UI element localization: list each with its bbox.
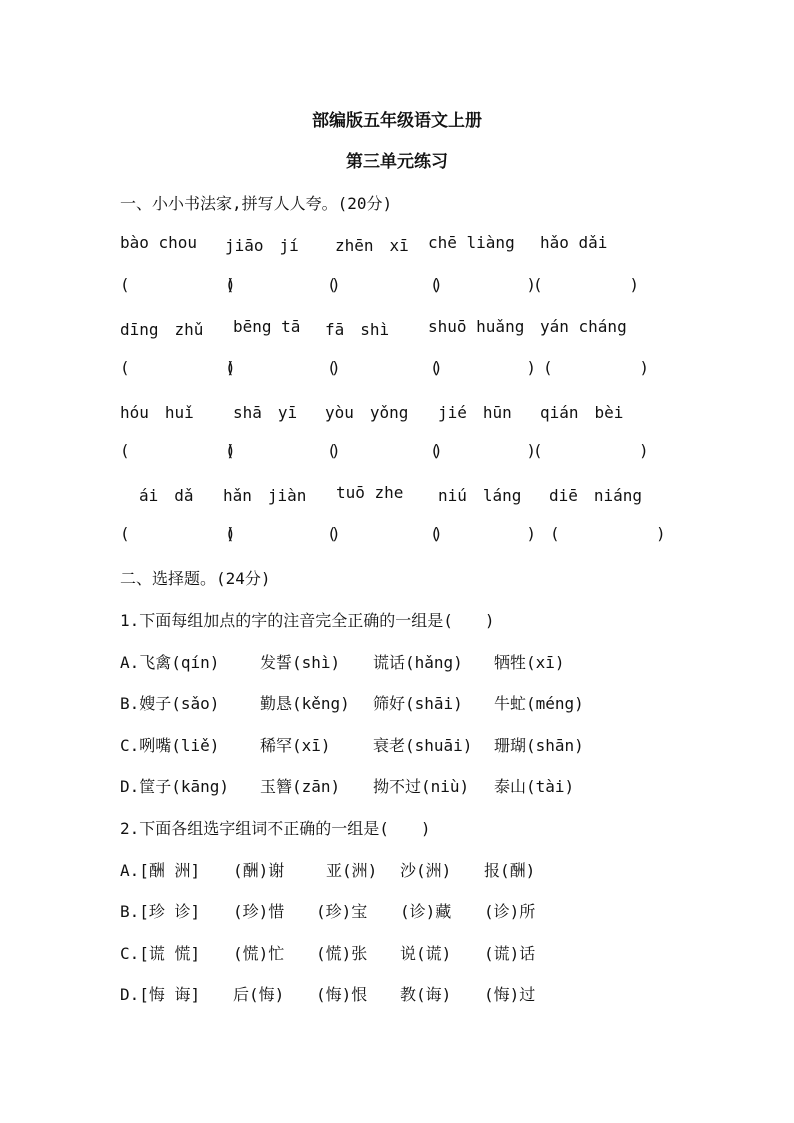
- answer-blank[interactable]: ( ): [225, 524, 341, 543]
- answer-blank[interactable]: ( ): [327, 275, 443, 294]
- pinyin-item: jié hūn: [438, 403, 512, 422]
- pinyin-item: diē niáng: [549, 486, 643, 505]
- answer-blank[interactable]: ( ): [533, 441, 649, 460]
- pinyin-item: fā shì: [325, 320, 390, 339]
- answer-blank[interactable]: ( ): [120, 275, 236, 294]
- q2-option-word: 说(谎): [400, 944, 452, 963]
- answer-blank[interactable]: ( ): [543, 358, 649, 377]
- pinyin-item: zhēn xī: [335, 236, 409, 255]
- pinyin-item: bào chou: [120, 233, 198, 252]
- q2-option-word: (悔)恨: [316, 985, 368, 1004]
- q1-option-a[interactable]: A.飞禽(qín): [120, 653, 220, 672]
- q1-option-word: 谎话(hǎng): [373, 653, 463, 672]
- q1-option-word: 发誓(shì): [260, 653, 341, 672]
- q2-option-word: (慌)张: [316, 944, 368, 963]
- q1-option-d[interactable]: D.筐子(kāng): [120, 777, 230, 796]
- q2-option-word: (悔)过: [484, 985, 536, 1004]
- answer-blank[interactable]: ( ): [430, 275, 536, 294]
- answer-blank[interactable]: ( ): [533, 275, 639, 294]
- q1-option-word: 玉簪(zān): [260, 777, 341, 796]
- q2-option-word: (慌)忙: [233, 944, 285, 963]
- q2-option-c[interactable]: C.[谎 慌]: [120, 944, 201, 963]
- pinyin-item: chē liàng: [428, 233, 515, 252]
- pinyin-item: hǎo dǎi: [540, 233, 608, 252]
- section1-heading: 一、小小书法家,拼写人人夸。(20分): [120, 194, 393, 213]
- q1-option-word: 珊瑚(shān): [494, 736, 584, 755]
- answer-blank[interactable]: ( ): [550, 524, 666, 543]
- pinyin-item: dīng zhǔ: [120, 320, 204, 339]
- answer-blank[interactable]: ( ): [120, 524, 236, 543]
- answer-blank[interactable]: ( ): [225, 275, 341, 294]
- section2-heading: 二、选择题。(24分): [120, 569, 271, 588]
- answer-blank[interactable]: ( ): [327, 358, 443, 377]
- q2-option-d[interactable]: D.[悔 诲]: [120, 985, 201, 1004]
- pinyin-item: shuō huǎng: [428, 317, 525, 336]
- question-1-stem: 1.下面每组加点的字的注音完全正确的一组是( ): [120, 611, 495, 630]
- q1-option-word: 稀罕(xī): [260, 736, 331, 755]
- answer-blank[interactable]: ( ): [327, 441, 443, 460]
- q2-option-b[interactable]: B.[珍 诊]: [120, 902, 201, 921]
- pinyin-item: hǎn jiàn: [223, 486, 307, 505]
- pinyin-item: qián bèi: [540, 403, 624, 422]
- q2-option-word: 教(诲): [400, 985, 452, 1004]
- q1-option-word: 拗不过(niù): [373, 777, 470, 796]
- pinyin-item: ái dǎ: [139, 486, 194, 505]
- pinyin-item: shā yī: [233, 403, 298, 422]
- q2-option-word: (珍)宝: [316, 902, 368, 921]
- pinyin-item: tuō zhe: [336, 483, 404, 502]
- answer-blank[interactable]: ( ): [120, 358, 236, 377]
- pinyin-item: yán cháng: [540, 317, 627, 336]
- answer-blank[interactable]: ( ): [225, 441, 341, 460]
- q2-option-word: 报(酬): [484, 861, 536, 880]
- answer-blank[interactable]: ( ): [430, 524, 536, 543]
- q1-option-b[interactable]: B.嫂子(sǎo): [120, 694, 220, 713]
- q2-option-a[interactable]: A.[酬 洲]: [120, 861, 201, 880]
- pinyin-item: niú láng: [438, 486, 522, 505]
- answer-blank[interactable]: ( ): [120, 441, 236, 460]
- q2-option-word: (谎)话: [484, 944, 536, 963]
- q1-option-word: 牛虻(méng): [494, 694, 584, 713]
- q2-option-word: (酬)谢: [233, 861, 285, 880]
- pinyin-item: yòu yǒng: [325, 403, 409, 422]
- q1-option-word: 牺牲(xī): [494, 653, 565, 672]
- q2-option-word: (诊)藏: [400, 902, 452, 921]
- q2-option-word: (珍)惜: [233, 902, 285, 921]
- pinyin-item: jiāo jí: [225, 236, 299, 255]
- q1-option-word: 勤恳(kěng): [260, 694, 350, 713]
- unit-title: 第三单元练习: [346, 152, 448, 172]
- q2-option-word: 沙(洲): [400, 861, 452, 880]
- worksheet-title: 部编版五年级语文上册: [312, 111, 482, 131]
- q1-option-c[interactable]: C.咧嘴(liě): [120, 736, 220, 755]
- answer-blank[interactable]: ( ): [327, 524, 443, 543]
- q2-option-word: 亚(洲): [326, 861, 378, 880]
- pinyin-item: bēng tā: [233, 317, 301, 336]
- q1-option-word: 泰山(tài): [494, 777, 575, 796]
- q1-option-word: 筛好(shāi): [373, 694, 463, 713]
- answer-blank[interactable]: ( ): [430, 358, 536, 377]
- q2-option-word: 后(悔): [233, 985, 285, 1004]
- answer-blank[interactable]: ( ): [225, 358, 341, 377]
- q1-option-word: 衰老(shuāi): [373, 736, 473, 755]
- question-2-stem: 2.下面各组选字组词不正确的一组是( ): [120, 819, 431, 838]
- q2-option-word: (诊)所: [484, 902, 536, 921]
- pinyin-item: hóu huǐ: [120, 403, 194, 422]
- answer-blank[interactable]: ( ): [430, 441, 536, 460]
